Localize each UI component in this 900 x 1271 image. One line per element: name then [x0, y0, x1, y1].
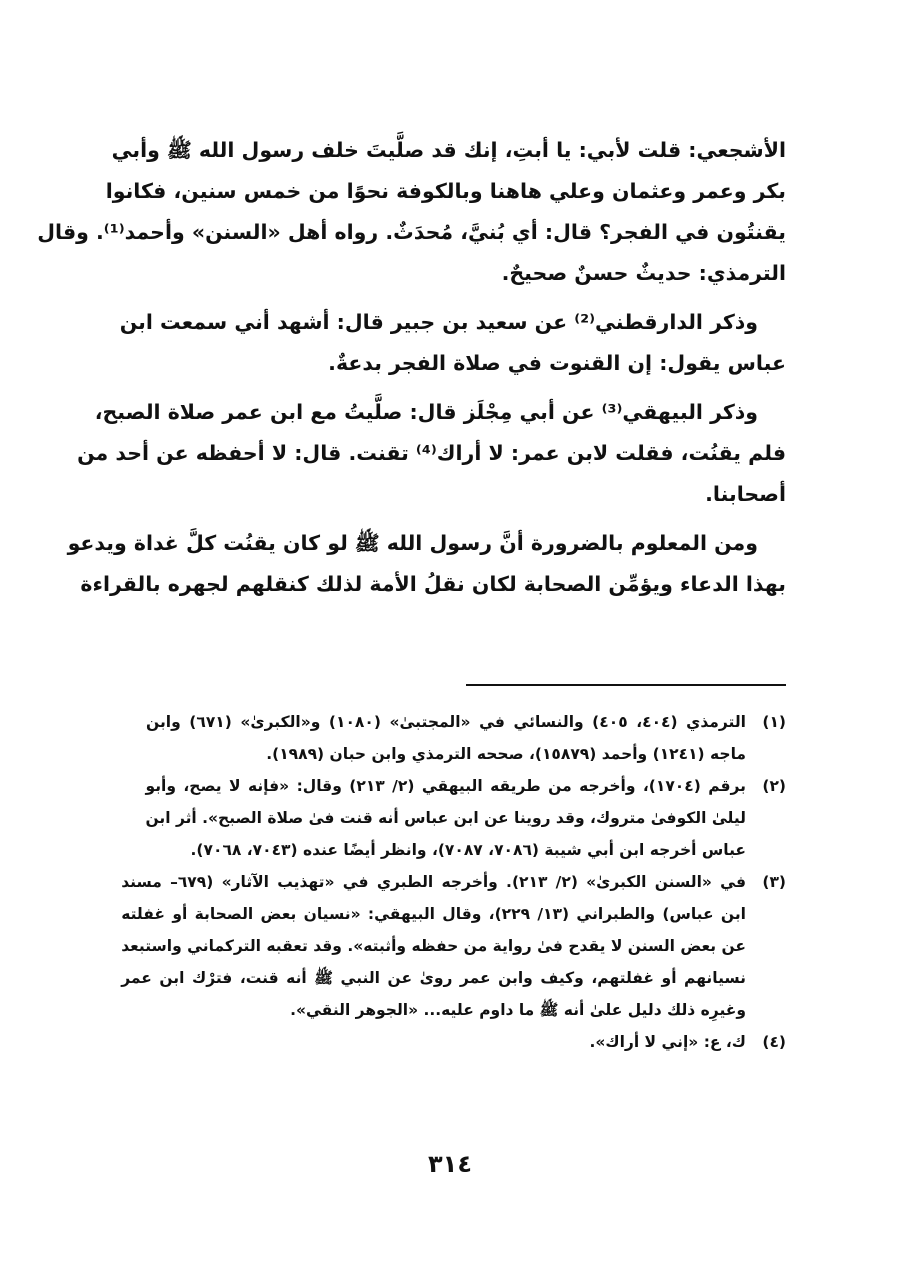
text-line: الأشجعي: قلت لأبي: يا أبتِ، إنك قد صلَّيتَ خلف رسول الله ﷺ وأبي	[111, 138, 786, 162]
paragraph-1	[37, 130, 786, 294]
text-line: وذكر الدارقطني⁽²⁾ عن سعيد بن جبير قال: أشهد أني سمعت ابن	[119, 310, 758, 334]
text-line: يقنتُون في الفجر؟ قال: أي بُنيَّ، مُحدَثٌ. رواه أهل «السنن» وأحمد⁽¹⁾. وقال	[37, 220, 786, 244]
footnote-2	[146, 770, 786, 866]
footnote-line: وغيرِه ذلك دليل علىٰ أنه ﷺ ما داوم عليه... «الجوهر النقي».	[290, 1001, 746, 1019]
text-line: ومن المعلوم بالضرورة أنَّ رسول الله ﷺ لو كان يقنُت كلَّ غداة ويدعو	[67, 531, 758, 555]
footnote-3	[121, 866, 786, 1026]
text-line: فلم يقنُت، فقلت لابن عمر: لا أراك⁽⁴⁾ تقنت. قال: لا أحفظه عن أحد من	[77, 441, 786, 465]
footnote-number: (١)	[762, 713, 786, 731]
footnote-line: ابن عباس) والطبراني (١٣/ ٢٢٩)، وقال البيهقي: «نسيان بعض الصحابة أو غفلته	[121, 905, 746, 923]
footnote-line: ماجه (١٢٤١) وأحمد (١٥٨٧٩)، صححه الترمذي وابن حبان (١٩٨٩).	[266, 745, 746, 763]
paragraph-3	[77, 392, 786, 515]
footnote-number: (٤)	[762, 1033, 786, 1051]
footnote-line: نسيانهم أو غفلتهم، وكيف وابن عمر روىٰ عن النبي ﷺ أنه قنت، فترْك ابن عمر	[121, 969, 746, 987]
text-line: بكر وعمر وعثمان وعلي هاهنا وبالكوفة نحوًا من خمس سنين، فكانوا	[105, 179, 786, 203]
footnote-4	[146, 1026, 786, 1058]
footnote-1	[146, 706, 786, 770]
text-line: عباس يقول: إن القنوت في صلاة الفجر بدعةٌ.	[328, 351, 786, 375]
text-line: وذكر البيهقي⁽³⁾ عن أبي مِجْلَز قال: صلَّيتُ مع ابن عمر صلاة الصبح،	[94, 400, 758, 424]
footnote-line: ليلىٰ الكوفىٰ متروك، وقد روينا عن ابن عباس أنه قنت فىٰ صلاة الصبح». أثر ابن	[145, 809, 746, 827]
text-line: الترمذي: حديثٌ حسنٌ صحيحٌ.	[501, 261, 786, 285]
footnote-line: برقم (١٧٠٤)، وأخرجه من طريقه البيهقي (٢/ ٢١٣) وقال: «فإنه لا يصح، وأبو	[145, 777, 746, 795]
footnote-separator	[466, 684, 786, 686]
paragraph-2	[119, 302, 786, 384]
paragraph-4	[67, 523, 786, 605]
text-line: أصحابنا.	[705, 482, 786, 506]
page-number: ٣١٤	[428, 1150, 472, 1178]
footnote-line: ك، ع: «إني لا أراك».	[589, 1033, 746, 1051]
main-text	[37, 130, 786, 613]
footnote-line: في «السنن الكبرىٰ» (٢/ ٢١٣). وأخرجه الطبري في «تهذيب الآثار» (٦٧٩– مسند	[121, 873, 747, 891]
footnote-number: (٢)	[762, 777, 786, 795]
footnote-number: (٣)	[762, 873, 786, 891]
footnote-line: الترمذي (٤٠٤، ٤٠٥) والنسائي في «المجتبىٰ» (١٠٨٠) و«الكبرىٰ» (٦٧١) وابن	[146, 713, 746, 731]
footnotes	[121, 706, 786, 1058]
footnote-line: عن بعض السنن لا يقدح فىٰ رواية من حفظه وأثبته». وقد تعقبه التركماني واستبعد	[121, 937, 746, 955]
footnote-line: عباس أخرجه ابن أبي شيبة (٧٠٨٦، ٧٠٨٧)، وانظر أيضًا عنده (٧٠٤٣، ٧٠٦٨).	[190, 841, 746, 859]
text-line: بهذا الدعاء ويؤمِّن الصحابة لكان نقلُ الأمة لذلك كنقلهم لجهره بالقراءة	[80, 572, 786, 596]
